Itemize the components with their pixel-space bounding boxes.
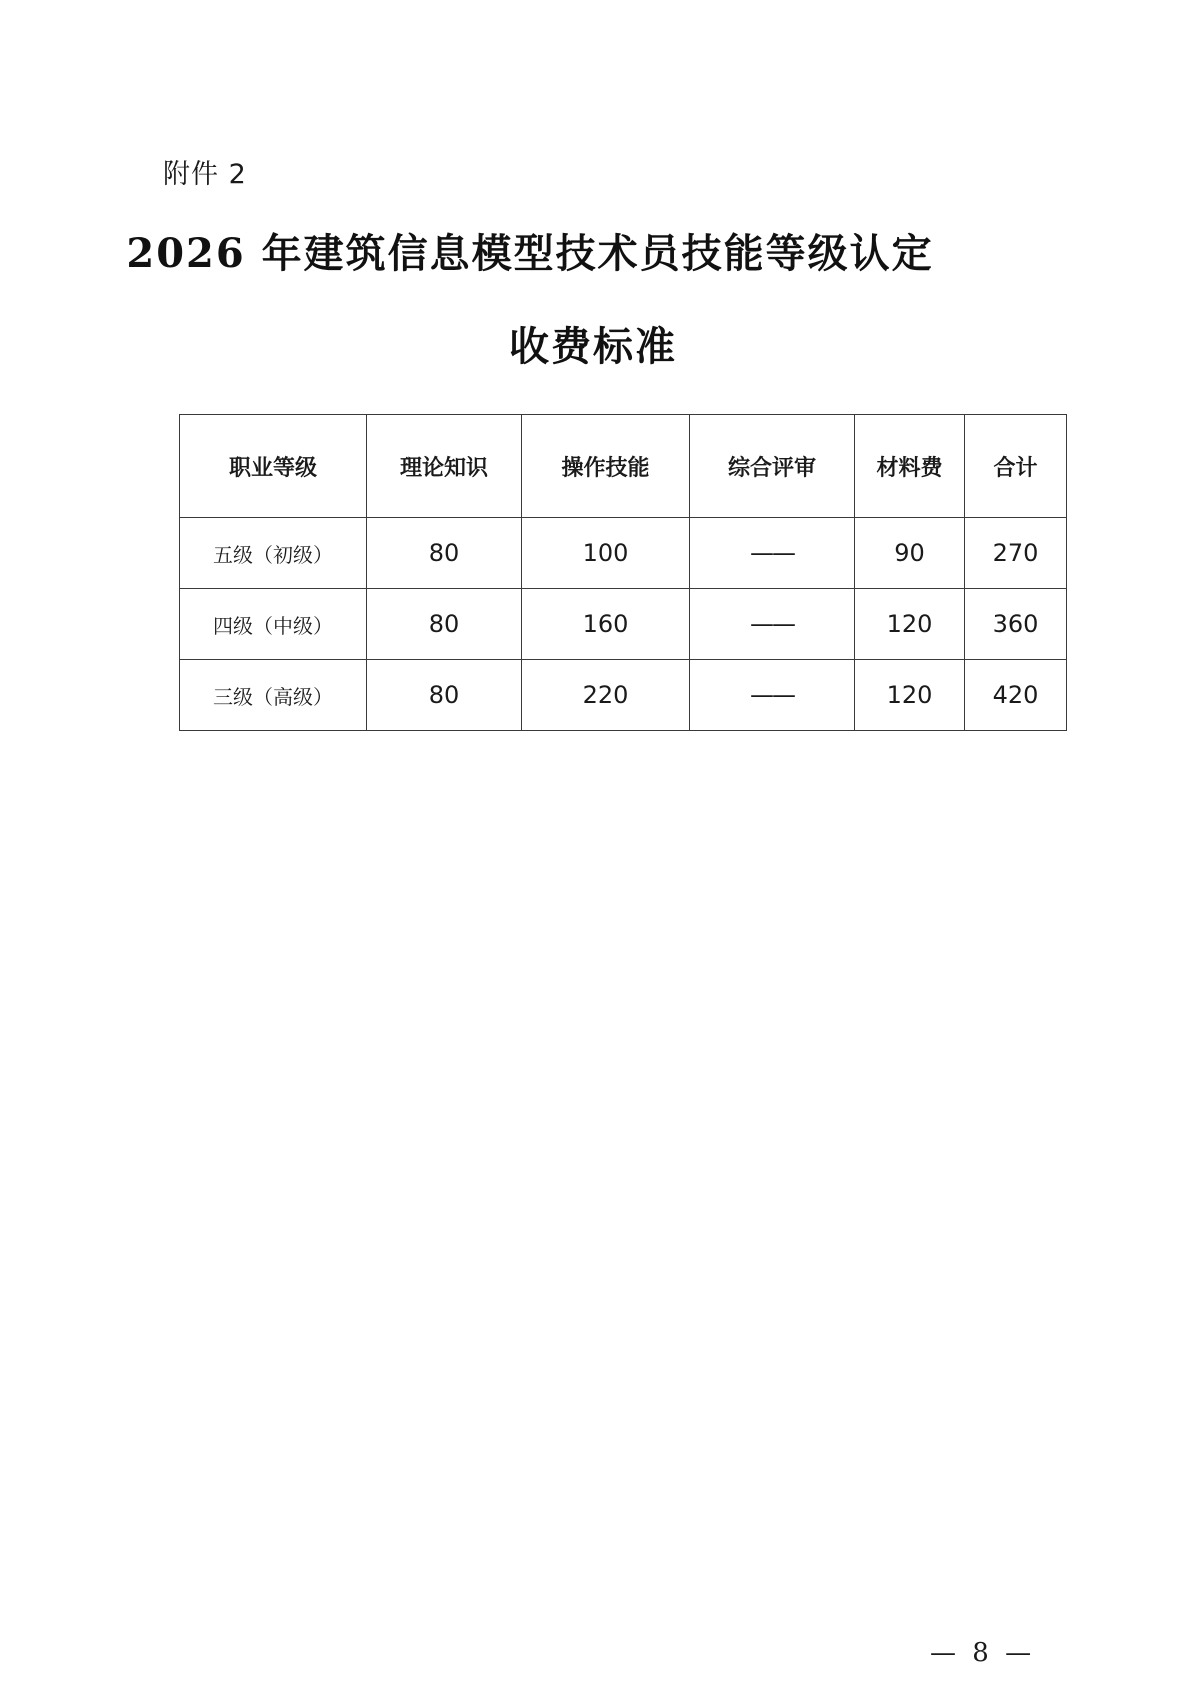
cell-review — [690, 660, 855, 731]
header-practical: 操作技能 — [522, 415, 690, 518]
cell-level: 三级（高级） — [180, 660, 367, 731]
cell-theory: 80 — [367, 660, 522, 731]
header-material: 材料费 — [855, 415, 965, 518]
cell-theory: 80 — [367, 518, 522, 589]
cell-practical: 100 — [522, 518, 690, 589]
table-header-row — [180, 415, 1067, 518]
table-row — [180, 518, 1067, 589]
cell-theory: 80 — [367, 589, 522, 660]
document-title-line-1: 2026 年建筑信息模型技术员技能等级认定 — [126, 230, 934, 277]
cell-material: 120 — [855, 589, 965, 660]
cell-level: 五级（初级） — [180, 518, 367, 589]
header-theory: 理论知识 — [367, 415, 522, 518]
cell-review — [690, 589, 855, 660]
table-row — [180, 660, 1067, 731]
dash-mark: —— — [750, 681, 794, 709]
cell-review — [690, 518, 855, 589]
page-number: — 8 — — [930, 1638, 1036, 1668]
attachment-label: 附件 2 — [163, 159, 247, 190]
fee-standard-table — [179, 414, 1067, 731]
cell-practical: 220 — [522, 660, 690, 731]
header-review: 综合评审 — [690, 415, 855, 518]
dash-mark: —— — [750, 610, 794, 638]
document-title-line-2: 收费标准 — [509, 323, 677, 370]
cell-total: 270 — [965, 518, 1067, 589]
header-total: 合计 — [965, 415, 1067, 518]
cell-material: 90 — [855, 518, 965, 589]
dash-mark: —— — [750, 539, 794, 567]
cell-total: 360 — [965, 589, 1067, 660]
table-row — [180, 589, 1067, 660]
header-level: 职业等级 — [180, 415, 367, 518]
cell-total: 420 — [965, 660, 1067, 731]
cell-level: 四级（中级） — [180, 589, 367, 660]
cell-practical: 160 — [522, 589, 690, 660]
cell-material: 120 — [855, 660, 965, 731]
